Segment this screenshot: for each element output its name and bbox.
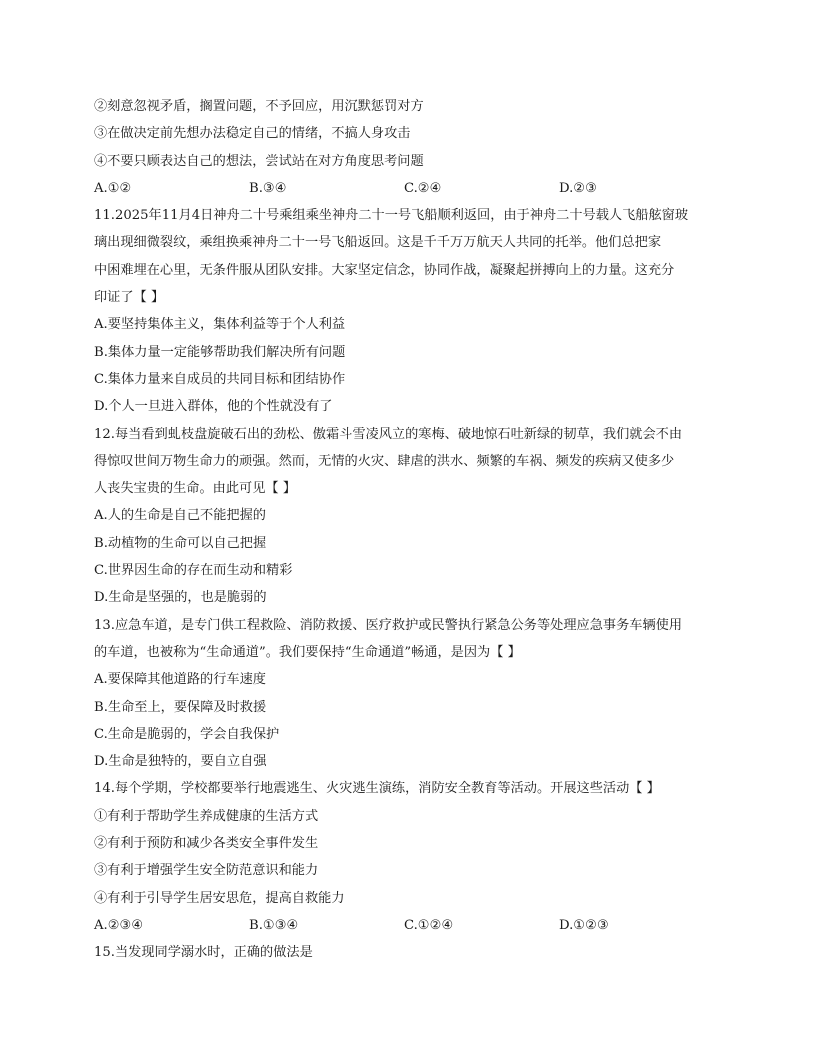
- q12-stem-line: 得惊叹世间万物生命力的顽强。然而，无情的火灾、肆虐的洪水、频繁的车祸、频发的疾病又使多少: [94, 453, 675, 469]
- statement-1: ①有利于帮助学生养成健康的生活方式: [94, 808, 319, 824]
- option-b: B.动植物的生命可以自己把握: [94, 535, 267, 551]
- q11-stem-line: 印证了【 】: [94, 290, 165, 306]
- question-13: [94, 612, 724, 776]
- option-b: B.生命至上，要保障及时救援: [94, 699, 267, 715]
- q15-stem-line: 15.当发现同学溺水时，正确的做法是: [94, 945, 313, 961]
- question-12: [94, 421, 724, 612]
- statement-4: ④有利于引导学生居安思危，提高自救能力: [94, 890, 345, 906]
- option-a: A.人的生命是自己不能把握的: [94, 508, 266, 524]
- option-b: B.集体力量一定能够帮助我们解决所有问题: [94, 344, 346, 360]
- q11-stem-line: 11.2025年11月4日神舟二十号乘组乘坐神舟二十一号飞船顺利返回，由于神舟二十号载人飞船舷窗玻: [94, 208, 689, 224]
- option-c: C.世界因生命的存在而生动和精彩: [94, 563, 293, 579]
- option-a: A.①②: [94, 180, 132, 196]
- q13-stem-line: 的车道，也被称为“生命通道”。我们要保持“生命通道”畅通，是因为【 】: [94, 644, 521, 660]
- option-c: C.集体力量来自成员的共同目标和团结协作: [94, 371, 346, 387]
- statement-3: ③有利于增强学生安全防范意识和能力: [94, 863, 319, 879]
- exam-page: [94, 93, 724, 967]
- q11-stem-line: 璃出现细微裂纹，乘组换乘神舟二十一号飞船返回。这是千千万万航天人共同的托举。他们总把家: [94, 235, 662, 251]
- option-a: A.②③④: [94, 917, 144, 933]
- option-d: D.①②③: [559, 917, 609, 933]
- q12-stem-line: 人丧失宝贵的生命。由此可见【 】: [94, 481, 297, 497]
- option-d: D.生命是独特的，要自立自强: [94, 754, 267, 770]
- option-a: A.要坚持集体主义，集体利益等于个人利益: [94, 317, 346, 333]
- q13-stem-line: 13.应急车道，是专门供工程救险、消防救援、医疗救护或民警执行紧急公务等处理应急事务车辆使用: [94, 617, 683, 633]
- option-b: B.③④: [249, 180, 287, 196]
- question-10-tail: [94, 93, 724, 202]
- q12-stem-line: 12.每当看到虬枝盘旋破石出的劲松、傲霜斗雪凌风立的寒梅、破地惊石吐新绿的韧草，我们就会不由: [94, 426, 683, 442]
- option-d: D.②③: [559, 180, 597, 196]
- q10-options: [94, 175, 724, 202]
- q14-options: [94, 912, 724, 939]
- option-b: B.①③④: [249, 917, 299, 933]
- option-d: D.生命是坚强的，也是脆弱的: [94, 590, 267, 606]
- option-d: D.个人一旦进入群体，他的个性就没有了: [94, 399, 333, 415]
- statement-2: ②有利于预防和减少各类安全事件发生: [94, 836, 319, 852]
- option-c: C.生命是脆弱的，学会自我保护: [94, 726, 280, 742]
- option-c: C.②④: [404, 180, 442, 196]
- q14-stem-line: 14.每个学期，学校都要举行地震逃生、火灾逃生演练，消防安全教育等活动。开展这些活动【 】: [94, 781, 660, 797]
- question-15: [94, 939, 724, 966]
- question-11: [94, 202, 724, 420]
- statement-3: ③在做决定前先想办法稳定自己的情绪，不搞人身攻击: [94, 126, 411, 142]
- statement-4: ④不要只顾表达自己的想法，尝试站在对方角度思考问题: [94, 153, 424, 169]
- question-14: [94, 775, 724, 939]
- q11-stem-line: 中困难埋在心里，无条件服从团队安排。大家坚定信念，协同作战，凝聚起拼搏向上的力量。这充分: [94, 262, 675, 278]
- option-a: A.要保障其他道路的行车速度: [94, 672, 266, 688]
- statement-2: ②刻意忽视矛盾，搁置问题，不予回应，用沉默惩罚对方: [94, 99, 424, 114]
- option-c: C.①②④: [404, 917, 454, 933]
